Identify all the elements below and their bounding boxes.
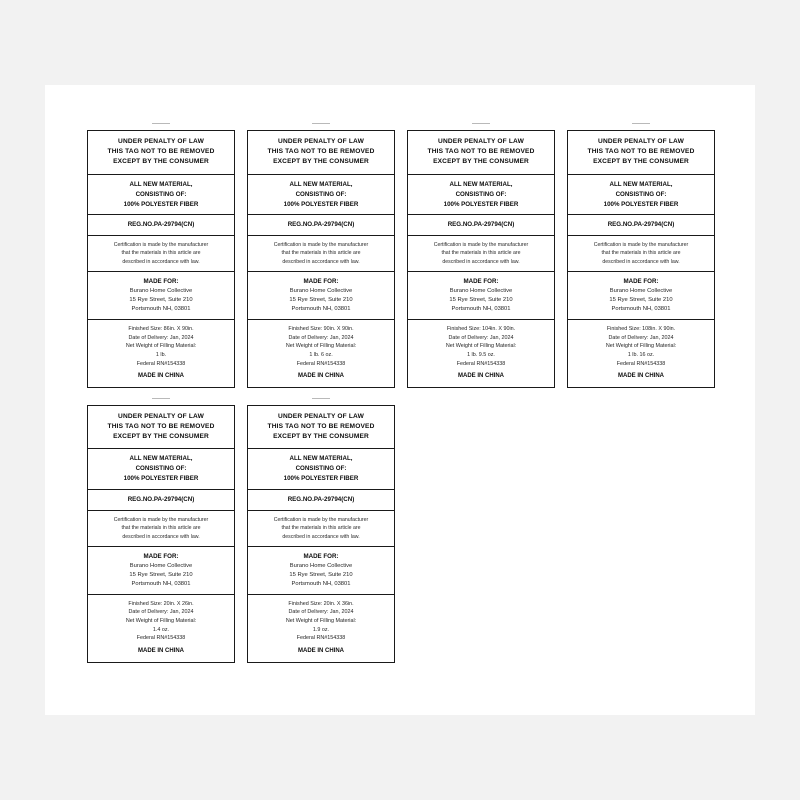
made-for-section (248, 271, 394, 319)
law-label (81, 392, 241, 667)
material-line-1: ALL NEW MATERIAL, (449, 180, 513, 188)
label-headline (408, 131, 554, 174)
federal-rn: Federal RN#154338 (616, 360, 666, 367)
crop-mark (567, 123, 715, 130)
headline-line-1: UNDER PENALTY OF LAW (118, 412, 204, 420)
crop-mark (407, 123, 555, 130)
registration-number: REG.NO.PA-29794(CN) (127, 221, 195, 229)
label-sheet (45, 85, 755, 715)
finished-size: Finished Size: 20in. X 36in. (288, 600, 354, 607)
details-section (408, 319, 554, 387)
material-line-1: ALL NEW MATERIAL, (129, 455, 193, 463)
certification-line-1: Certification is made by the manufacturer (273, 241, 369, 248)
made-for-section (408, 271, 554, 319)
material-line-3: 100% POLYESTER FIBER (123, 200, 199, 208)
headline-line-3: EXCEPT BY THE CONSUMER (113, 158, 209, 166)
registration-number: REG.NO.PA-29794(CN) (287, 496, 355, 504)
details-section (568, 319, 714, 387)
headline-line-2: THIS TAG NOT TO BE REMOVED (587, 148, 695, 156)
address-line-1: 15 Rye Street, Suite 210 (289, 571, 353, 578)
crop-mark (87, 123, 235, 130)
crop-mark (87, 398, 235, 405)
date-of-delivery: Date of Delivery: Jan, 2024 (128, 334, 194, 341)
crop-mark (247, 398, 395, 405)
net-weight-value: 1 lb. 16 oz. (627, 351, 655, 358)
address-line-1: 15 Rye Street, Suite 210 (129, 571, 193, 578)
date-of-delivery: Date of Delivery: Jan, 2024 (448, 334, 514, 341)
finished-size: Finished Size: 104in. X 90in. (446, 326, 516, 333)
details-section (248, 594, 394, 662)
details-section (88, 594, 234, 662)
made-for-title: MADE FOR: (143, 278, 179, 286)
certification-section (248, 235, 394, 272)
address-line-2: Portsmouth NH, 03801 (451, 306, 511, 313)
made-in: MADE IN CHINA (138, 373, 184, 380)
certification-line-1: Certification is made by the manufacturer (113, 516, 209, 523)
material-line-2: CONSISTING OF: (135, 190, 187, 198)
label-headline (88, 131, 234, 174)
headline-line-1: UNDER PENALTY OF LAW (278, 412, 364, 420)
certification-line-3: described in accordance with law. (122, 258, 200, 265)
material-line-2: CONSISTING OF: (135, 465, 187, 473)
federal-rn: Federal RN#154338 (136, 635, 186, 642)
law-label (241, 392, 401, 667)
material-section (248, 448, 394, 489)
headline-line-1: UNDER PENALTY OF LAW (118, 138, 204, 145)
certification-line-1: Certification is made by the manufacturer (113, 241, 209, 248)
label-headline (88, 406, 234, 449)
certification-line-3: described in accordance with law. (282, 533, 360, 540)
net-weight-label: Net Weight of Filling Material: (445, 343, 517, 350)
made-for-section (88, 271, 234, 319)
certification-line-2: that the materials in this article are (121, 250, 201, 257)
finished-size: Finished Size: 108in. X 90in. (606, 326, 676, 333)
label-grid (81, 117, 721, 667)
material-line-1: ALL NEW MATERIAL, (289, 180, 353, 188)
details-section (88, 319, 234, 387)
material-section (248, 174, 394, 215)
law-label (561, 117, 721, 392)
headline-line-1: UNDER PENALTY OF LAW (598, 138, 684, 145)
certification-section (88, 510, 234, 547)
material-line-2: CONSISTING OF: (295, 465, 347, 473)
finished-size: Finished Size: 20in. X 26in. (128, 600, 194, 607)
date-of-delivery: Date of Delivery: Jan, 2024 (128, 609, 194, 616)
certification-section (408, 235, 554, 272)
certification-line-2: that the materials in this article are (121, 525, 201, 532)
law-label (81, 117, 241, 392)
label-headline (248, 131, 394, 174)
certification-line-2: that the materials in this article are (281, 250, 361, 257)
registration-number: REG.NO.PA-29794(CN) (287, 221, 355, 229)
made-in: MADE IN CHINA (298, 648, 344, 655)
material-line-2: CONSISTING OF: (455, 190, 507, 198)
details-section (248, 319, 394, 387)
date-of-delivery: Date of Delivery: Jan, 2024 (288, 334, 354, 341)
registration-section (248, 489, 394, 509)
headline-line-3: EXCEPT BY THE CONSUMER (113, 433, 209, 441)
material-line-3: 100% POLYESTER FIBER (603, 200, 679, 208)
made-for-section (248, 546, 394, 594)
material-section (568, 174, 714, 215)
company-name: Burano Home Collective (289, 288, 353, 295)
address-line-2: Portsmouth NH, 03801 (291, 580, 351, 587)
made-in: MADE IN CHINA (298, 373, 344, 380)
company-name: Burano Home Collective (609, 288, 673, 295)
company-name: Burano Home Collective (129, 288, 193, 295)
net-weight-value: 1 lb. 9.5 oz. (467, 351, 495, 358)
federal-rn: Federal RN#154338 (136, 360, 186, 367)
net-weight-label: Net Weight of Filling Material: (125, 343, 197, 350)
headline-line-3: EXCEPT BY THE CONSUMER (433, 158, 529, 166)
registration-section (408, 214, 554, 234)
registration-number: REG.NO.PA-29794(CN) (607, 221, 675, 229)
headline-line-2: THIS TAG NOT TO BE REMOVED (107, 423, 215, 431)
net-weight-label: Net Weight of Filling Material: (285, 618, 357, 625)
material-line-2: CONSISTING OF: (295, 190, 347, 198)
address-line-1: 15 Rye Street, Suite 210 (289, 297, 353, 304)
net-weight-value: 1 lb. (155, 351, 167, 358)
address-line-2: Portsmouth NH, 03801 (291, 306, 351, 313)
headline-line-1: UNDER PENALTY OF LAW (278, 138, 364, 145)
certification-section (568, 235, 714, 272)
made-in: MADE IN CHINA (138, 648, 184, 655)
finished-size: Finished Size: 90in. X 90in. (288, 326, 354, 333)
certification-line-1: Certification is made by the manufacturer (593, 241, 689, 248)
headline-line-2: THIS TAG NOT TO BE REMOVED (107, 148, 215, 156)
certification-line-2: that the materials in this article are (601, 250, 681, 257)
made-for-section (568, 271, 714, 319)
certification-line-2: that the materials in this article are (281, 525, 361, 532)
material-line-1: ALL NEW MATERIAL, (609, 180, 673, 188)
certification-line-2: that the materials in this article are (441, 250, 521, 257)
material-section (88, 174, 234, 215)
company-name: Burano Home Collective (129, 562, 193, 569)
finished-size: Finished Size: 86in. X 90in. (128, 326, 194, 333)
made-for-title: MADE FOR: (303, 553, 339, 561)
material-line-1: ALL NEW MATERIAL, (289, 455, 353, 463)
address-line-2: Portsmouth NH, 03801 (131, 580, 191, 587)
registration-section (248, 214, 394, 234)
net-weight-label: Net Weight of Filling Material: (605, 343, 677, 350)
date-of-delivery: Date of Delivery: Jan, 2024 (608, 334, 674, 341)
registration-section (88, 214, 234, 234)
company-name: Burano Home Collective (289, 562, 353, 569)
address-line-2: Portsmouth NH, 03801 (131, 306, 191, 313)
address-line-2: Portsmouth NH, 03801 (611, 306, 671, 313)
label-headline (568, 131, 714, 174)
material-line-3: 100% POLYESTER FIBER (123, 475, 199, 483)
material-line-3: 100% POLYESTER FIBER (283, 200, 359, 208)
made-for-section (88, 546, 234, 594)
material-line-1: ALL NEW MATERIAL, (129, 180, 193, 188)
made-for-title: MADE FOR: (623, 278, 659, 286)
address-line-1: 15 Rye Street, Suite 210 (129, 297, 193, 304)
made-for-title: MADE FOR: (303, 278, 339, 286)
federal-rn: Federal RN#154338 (296, 360, 346, 367)
law-label (401, 117, 561, 392)
certification-section (88, 235, 234, 272)
headline-line-3: EXCEPT BY THE CONSUMER (273, 158, 369, 166)
headline-line-2: THIS TAG NOT TO BE REMOVED (267, 423, 375, 431)
address-line-1: 15 Rye Street, Suite 210 (449, 297, 513, 304)
headline-line-1: UNDER PENALTY OF LAW (438, 138, 524, 145)
certification-line-3: described in accordance with law. (602, 258, 680, 265)
federal-rn: Federal RN#154338 (296, 635, 346, 642)
headline-line-2: THIS TAG NOT TO BE REMOVED (267, 148, 375, 156)
registration-number: REG.NO.PA-29794(CN) (447, 221, 515, 229)
company-name: Burano Home Collective (449, 288, 513, 295)
registration-number: REG.NO.PA-29794(CN) (127, 496, 195, 504)
certification-section (248, 510, 394, 547)
made-in: MADE IN CHINA (458, 373, 504, 380)
certification-line-3: described in accordance with law. (122, 533, 200, 540)
headline-line-3: EXCEPT BY THE CONSUMER (273, 433, 369, 441)
net-weight-value: 1.9 oz. (312, 626, 330, 633)
certification-line-3: described in accordance with law. (282, 258, 360, 265)
crop-mark (247, 123, 395, 130)
date-of-delivery: Date of Delivery: Jan, 2024 (288, 609, 354, 616)
made-in: MADE IN CHINA (618, 373, 664, 380)
law-label (241, 117, 401, 392)
material-section (88, 448, 234, 489)
net-weight-label: Net Weight of Filling Material: (285, 343, 357, 350)
material-line-3: 100% POLYESTER FIBER (283, 475, 359, 483)
made-for-title: MADE FOR: (463, 278, 499, 286)
made-for-title: MADE FOR: (143, 553, 179, 561)
address-line-1: 15 Rye Street, Suite 210 (609, 297, 673, 304)
material-line-3: 100% POLYESTER FIBER (443, 200, 519, 208)
certification-line-3: described in accordance with law. (442, 258, 520, 265)
headline-line-2: THIS TAG NOT TO BE REMOVED (427, 148, 535, 156)
registration-section (88, 489, 234, 509)
net-weight-value: 1 lb. 6 oz. (309, 351, 333, 358)
material-line-2: CONSISTING OF: (615, 190, 667, 198)
federal-rn: Federal RN#154338 (456, 360, 506, 367)
label-headline (248, 406, 394, 449)
certification-line-1: Certification is made by the manufacturer (433, 241, 529, 248)
registration-section (568, 214, 714, 234)
material-section (408, 174, 554, 215)
net-weight-label: Net Weight of Filling Material: (125, 618, 197, 625)
certification-line-1: Certification is made by the manufacturer (273, 516, 369, 523)
headline-line-3: EXCEPT BY THE CONSUMER (593, 158, 689, 166)
net-weight-value: 1.4 oz. (152, 626, 170, 633)
